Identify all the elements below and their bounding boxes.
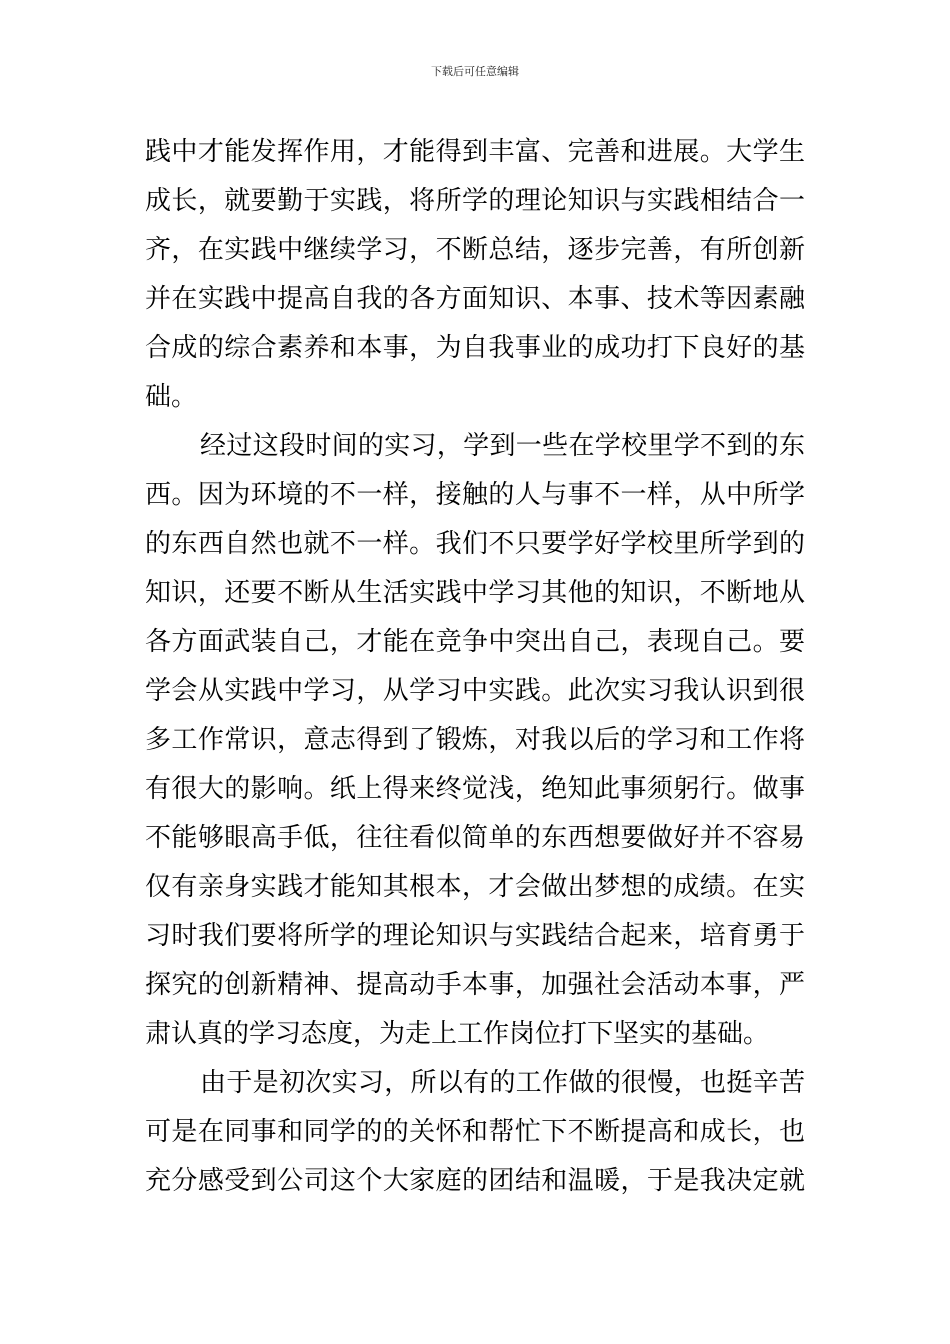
text-line: 础。 xyxy=(145,382,198,412)
text-line: 仅有亲身实践才能知其根本，才会做出梦想的成绩。在实 xyxy=(145,872,805,902)
text-line: 探究的创新精神、提高动手本事，加强社会活动本事，严 xyxy=(145,970,805,1000)
text-line: 的东西自然也就不一样。我们不只要学好学校里所学到的 xyxy=(145,529,805,559)
text-line: 西。因为环境的不一样，接触的人与事不一样，从中所学 xyxy=(145,480,805,510)
text-line: 肃认真的学习态度，为走上工作岗位打下坚实的基础。 xyxy=(145,1019,770,1049)
text-line: 可是在同事和同学的的关怀和帮忙下不断提高和成长，也 xyxy=(145,1117,805,1147)
page-header: 下载后可任意编辑 xyxy=(431,65,519,78)
text-line: 成长，就要勤于实践，将所学的理论知识与实践相结合一 xyxy=(145,186,805,216)
paragraph-start-line: 经过这段时间的实习，学到一些在学校里学不到的东 xyxy=(200,431,805,461)
text-line: 习时我们要将所学的理论知识与实践结合起来，培育勇于 xyxy=(145,921,805,951)
text-line: 合成的综合素养和本事，为自我事业的成功打下良好的基 xyxy=(145,333,805,363)
text-line: 践中才能发挥作用，才能得到丰富、完善和进展。大学生 xyxy=(145,137,805,167)
text-line: 多工作常识，意志得到了锻炼，对我以后的学习和工作将 xyxy=(145,725,805,755)
text-line: 充分感受到公司这个大家庭的团结和温暖，于是我决定就 xyxy=(145,1166,805,1196)
body-text xyxy=(145,128,805,1206)
text-line: 学会从实践中学习，从学习中实践。此次实习我认识到很 xyxy=(145,676,805,706)
text-line: 齐，在实践中继续学习，不断总结，逐步完善，有所创新 xyxy=(145,235,805,265)
text-line: 知识，还要不断从生活实践中学习其他的知识，不断地从 xyxy=(145,578,805,608)
text-line: 有很大的影响。纸上得来终觉浅，绝知此事须躬行。做事 xyxy=(145,774,805,804)
paragraph-start-line: 由于是初次实习，所以有的工作做的很慢，也挺辛苦 xyxy=(200,1068,805,1098)
text-line: 并在实践中提高自我的各方面知识、本事、技术等因素融 xyxy=(145,284,805,314)
text-line: 各方面武装自己，才能在竞争中突出自己，表现自己。要 xyxy=(145,627,805,657)
text-line: 不能够眼高手低，往往看似简单的东西想要做好并不容易 xyxy=(145,823,805,853)
